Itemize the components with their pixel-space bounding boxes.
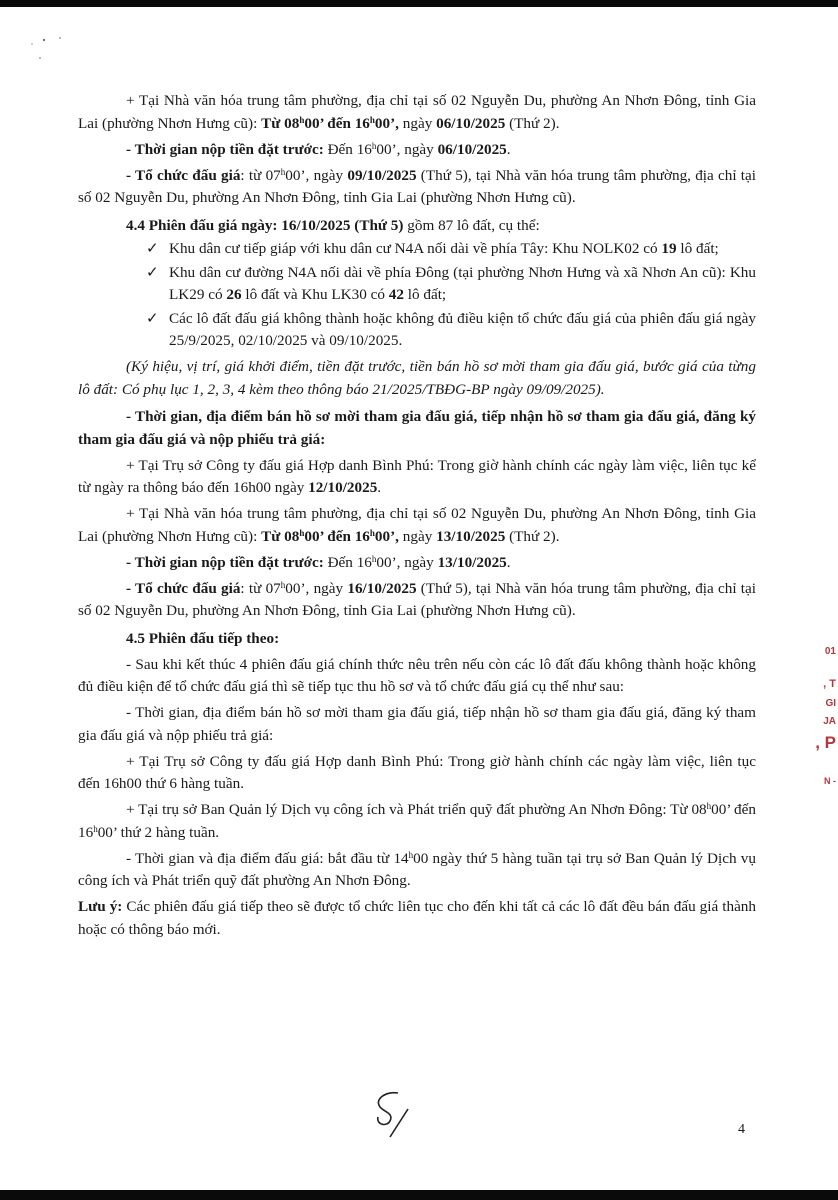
check-icon: ✓ (146, 309, 159, 327)
s44-check-item: ✓ Khu dân cư đường N4A nối dài về phía Đông (tại phường Nhơn Hưng và xã Nhơn An cũ): Khu LK29 có 26 lô đất và Khu LK30 có 42 lô đất; (78, 262, 756, 307)
document-body (78, 90, 756, 941)
s45-heading: 4.5 Phiên đấu tiếp theo: (126, 629, 280, 647)
s44-heading: 4.4 Phiên đấu giá ngày: 16/10/2025 (Thứ 5) gồm 87 lô đất, cụ thể: (126, 216, 540, 234)
s43-deposit-line: - Thời gian nộp tiền đặt trước: Đến 16$^h$00’, ngày 06/10/2025. (126, 140, 511, 158)
s45-note: Lưu ý: Các phiên đấu giá tiếp theo sẽ được tổ chức liên tục cho đến khi tất cả các lô đất đều bán đấu giá thành hoặc có thông báo mới. (78, 898, 756, 938)
scan-specks (18, 30, 68, 70)
s44-check-item: ✓ Các lô đất đấu giá không thành hoặc không đủ điều kiện tổ chức đấu giá của phiên đấu giá ngày 25/9/2025, 02/10/2025 và 09/10/2025. (78, 308, 756, 353)
s45-paragraph: - Thời gian, địa điểm bán hồ sơ mời tham gia đấu giá, tiếp nhận hồ sơ tham gia đấu giá, đăng ký tham gia đấu giá và nộp phiếu trả giá: (78, 704, 756, 744)
s44-organize-line: - Tổ chức đấu giá: từ 07$^h$00’, ngày 16/10/2025 (Thứ 5), tại Nhà văn hóa trung tâm phường, địa chỉ tại số 02 Nguyễn Du, phường An Nhơn Đông, tỉnh Gia Lai (phường Nhơn Hưng cũ). (78, 579, 756, 619)
s45-paragraph: - Thời gian và địa điểm đấu giá: bắt đầu từ 14$^h$00 ngày thứ 5 hàng tuần tại trụ sở Ban Quản lý Dịch vụ công ích và Phát triển quỹ đất phường An Nhơn Đông. (78, 849, 756, 889)
s43-organize-line: - Tổ chức đấu giá: từ 07$^h$00’, ngày 09/10/2025 (Thứ 5), tại Nhà văn hóa trung tâm phường, địa chỉ tại số 02 Nguyễn Du, phường An Nhơn Đông, tỉnh Gia Lai (phường Nhơn Hưng cũ). (78, 166, 756, 206)
bottom-border (0, 1190, 838, 1200)
check-icon: ✓ (146, 263, 159, 281)
s44-time-heading: - Thời gian, địa điểm bán hồ sơ mời tham gia đấu giá, tiếp nhận hồ sơ tham gia đấu giá, đăng ký tham gia đấu giá và nộp phiếu trả giá: (78, 408, 756, 448)
page-number: 4 (738, 1122, 745, 1137)
s44-venue-line: + Tại Nhà văn hóa trung tâm phường, địa chỉ tại số 02 Nguyễn Du, phường An Nhơn Đông, tỉnh Gia Lai (phường Nhơn Hưng cũ): Từ 08$^h$00’ đến 16$^h$00’, ngày 13/10/2025 (Thứ 2). (78, 505, 756, 545)
top-border (0, 0, 838, 7)
check-icon: ✓ (146, 240, 159, 257)
signature-initial (368, 1087, 420, 1141)
s45-paragraph: + Tại trụ sở Ban Quản lý Dịch vụ công ích và Phát triển quỹ đất phường An Nhơn Đông: Từ 08$^h$00’ đến 16$^h$00’ thứ 2 hàng tuần. (78, 801, 756, 841)
s45-paragraph: - Sau khi kết thúc 4 phiên đấu giá chính thức nêu trên nếu còn các lô đất đấu không thành hoặc không đủ điều kiện để tổ chức đấu giá thì sẽ tiếp tục thu hồ sơ và tổ chức đấu giá cụ thể như sau: (78, 655, 756, 695)
s44-deposit-line: - Thời gian nộp tiền đặt trước: Đến 16$^h$00’, ngày 13/10/2025. (126, 553, 511, 571)
red-stamp-fragment: 01 , T GI JA , P N - (815, 646, 836, 786)
s44-note: (Ký hiệu, vị trí, giá khởi điểm, tiền đặt trước, tiền bán hồ sơ mời tham gia đấu giá, bước giá của từng lô đất: Có phụ lục 1, 2, 3, 4 kèm theo thông báo 21/2025/TBĐG-BP ngày 09/09/2025). (78, 358, 756, 398)
s45-paragraph: + Tại Trụ sở Công ty đấu giá Hợp danh Bình Phú: Trong giờ hành chính các ngày làm việc, liên tục đến 16h00 thứ 6 hàng tuần. (78, 752, 756, 792)
s44-office-line: + Tại Trụ sở Công ty đấu giá Hợp danh Bình Phú: Trong giờ hành chính các ngày làm việc, liên tục kể từ ngày ra thông báo đến 16h00 ngày 12/10/2025. (78, 456, 756, 496)
s44-check-item: ✓ Khu dân cư tiếp giáp với khu dân cư N4A nối dài về phía Tây: Khu NOLK02 có 19 lô đất; (78, 238, 756, 261)
s43-venue-line: + Tại Nhà văn hóa trung tâm phường, địa chỉ tại số 02 Nguyễn Du, phường An Nhơn Đông, tỉnh Gia Lai (phường Nhơn Hưng cũ): Từ 08$^h$00’ đến 16$^h$00’, ngày 06/10/2025 (Thứ 2). (78, 92, 756, 132)
